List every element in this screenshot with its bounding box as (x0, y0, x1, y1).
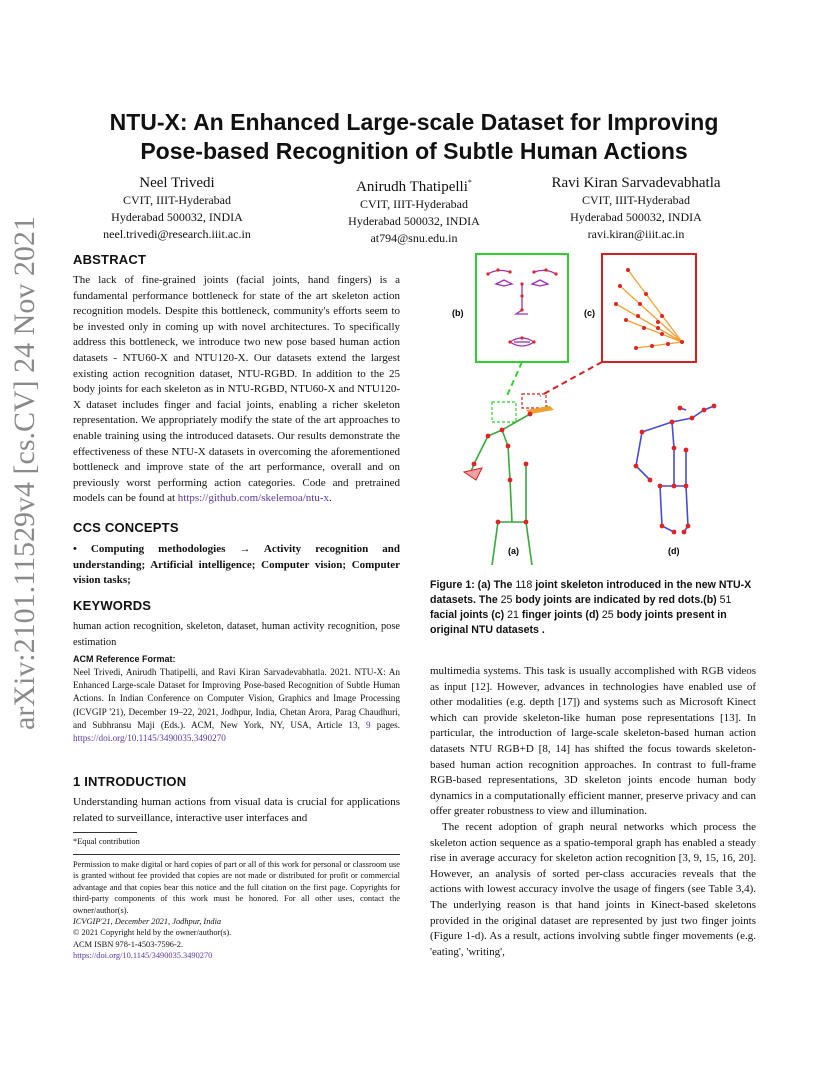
title-line-1: NTU-X: An Enhanced Large-scale Dataset for Improving (109, 109, 719, 135)
acm-reference (73, 654, 400, 745)
author-address: Hyderabad 500032, INDIA (348, 214, 480, 228)
author-address: Hyderabad 500032, INDIA (111, 210, 243, 224)
face-connector (506, 362, 522, 398)
equal-contribution-note: *Equal contribution (73, 837, 140, 846)
arxiv-stamp: arXiv:2101.11529v4 [cs.CV] 24 Nov 2021 (8, 216, 41, 730)
acm-reference-heading: ACM Reference Format: (73, 654, 176, 664)
author-block (516, 174, 756, 243)
ccs-heading: CCS CONCEPTS (73, 520, 179, 535)
author-email: at794@snu.edu.in (370, 231, 458, 245)
panel-label-a: (a) (508, 546, 519, 556)
body-joints-a (472, 412, 545, 565)
acm-reference-text: Neel Trivedi, Anirudh Thatipelli, and Ravi Kiran Sarvadevabhatla. 2021. NTU-X: An Enhanced Large-scale Dataset for Improving Pose-based Recognition of Subtle Human Actions. In Indian Conference on Computer Vision, Graphics and Image Processing (ICVGIP '21), December 19–22, 2021, Jodhpur, India, Chetan Arora, Parag Chaudhuri, and Subhransu Maji (Eds.). ACM, New York, NY, USA, Article 13, 9 pages. https://doi.org/10.1145/3490035.3490270 (73, 667, 401, 744)
figure-1 (430, 250, 756, 565)
code-link[interactable]: https://github.com/skelemoa/ntu-x (177, 492, 330, 505)
face-inset-box (492, 402, 516, 422)
abstract-text: The lack of fine-grained joints (facial joints, hand fingers) is a fundamental performance bottleneck for state of the art skeleton action recognition models. Despite this bottleneck, community's efforts seem to be invested only in coming up with novel architectures. To specifically address this bottleneck, we introduce two new pose based human action datasets - NTU60-X and NTU120-X. Our datasets extend the largest existing action recognition dataset, NTU-RGBD. In addition to the 25 body joints for each skeleton as in NTU-RGBD, NTU60-X and NTU120-X dataset includes finger and facial joints, enabling a richer skeleton representation. We appropriately modify the state of the art approaches to enable training using the introduced datasets. Our results demonstrate the effectiveness of these NTU-X datasets in overcoming the aforementioned bottleneck and improve state of the art performance, overall and on previously worst performing action categories. Code and pretrained models can be found at https://github.com/skelemoa/ntu-x. (73, 274, 400, 505)
hand-connector (540, 362, 602, 396)
footnote-doi-link[interactable]: https://doi.org/10.1145/3490035.3490270 (73, 951, 213, 961)
figure-1-caption: Figure 1: (a) The 118 joint skeleton introduced in the new NTU-X datasets. The 25 body joints are indicated by red dots.(b) 51 facial joints (c) 21 finger joints (d) 25 body joints present in original NTU datasets . (430, 579, 752, 636)
ccs-section (73, 520, 400, 589)
introduction-text: Understanding human actions from visual data is crucial for applications related to surveillance, interactive user interfaces and (73, 796, 400, 824)
footnotes (73, 836, 400, 847)
author-name: Ravi Kiran Sarvadevabhatla (551, 175, 721, 191)
paper-title (60, 108, 768, 166)
permission-text: Permission to make digital or hard copies of part or all of this work for personal or classroom use is granted without fee provided that copies are not made or distributed for profit or commercial advantage and that copies bear this notice and the full citation on the first page. Copyrights for third-party components of this work must be honored. For all other uses, contact the owner/author(s). (73, 860, 400, 915)
author-affiliation: CVIT, IIIT-Hyderabad (360, 197, 468, 211)
face-landmarks (488, 270, 556, 346)
body-bones-d (636, 406, 714, 532)
keywords-heading: KEYWORDS (73, 598, 152, 613)
author-name: Anirudh Thatipelli* (356, 178, 472, 195)
author-email: ravi.kiran@iiit.ac.in (587, 227, 685, 241)
venue-text: ICVGIP'21, December 2021, Jodhpur, India (73, 917, 222, 927)
author-address: Hyderabad 500032, INDIA (570, 210, 702, 224)
author-email: neel.trivedi@research.iiit.ac.in (103, 227, 251, 241)
pages-link[interactable]: 9 (366, 719, 371, 730)
panel-label-d: (d) (668, 546, 680, 556)
paragraph: The recent adoption of graph neural networks which process the skeleton action sequence as a spatio-temporal graph has enabled a steady rise in average accuracy for skeleton action recognition [3, 9, 15, 16, 20]. However, an analysis of sorted per-class accuracies reveals that the actions with lowest accuracy involve the usage of fingers (see Table 3,4). The underlying reason is that hand joints in Kinect-based skeletons provided in the original dataset are represented by just two finger joints (Figure 1-d). As a result, actions involving subtle finger movements (e.g. 'eating', 'writing', (430, 820, 756, 958)
author-block (57, 174, 297, 243)
footnote-rule (73, 832, 137, 833)
keywords-section (73, 598, 400, 650)
keywords-text: human action recognition, skeleton, dataset, human activity recognition, pose estimation (73, 621, 400, 648)
doi-link[interactable]: https://doi.org/10.1145/3490035.3490270 (73, 733, 226, 744)
abstract-section (73, 252, 400, 507)
ccs-text: • Computing methodologies → Activity recognition and understanding; Artificial intelligence; Computer vision; Computer vision tasks; (73, 543, 400, 587)
introduction-section (73, 774, 400, 826)
panel-label-b: (b) (452, 308, 464, 318)
isbn-text: ACM ISBN 978-1-4503-7596-2. (73, 939, 184, 949)
hand-a (464, 468, 482, 480)
author-affiliation: CVIT, IIIT-Hyderabad (123, 193, 231, 207)
paragraph: multimedia systems. This task is usually accomplished with RGB videos as input [12]. However, advances in technologies have enabled use of other modalities (e.g. depth [17]) and systems such as Microsoft Kinect which can provide skeleton-like human pose representations [13]. In particular, the introduction of large-scale skeleton-based human action datasets NTU RGB+D [8, 14] has shifted the focus towards skeleton-based human action recognition approaches. In contrast to full-frame RGB-based representations, 3D skeleton joints encode human body dynamics in a computationally efficient manner, preserve privacy and can offer greater robustness to view and illumination. (430, 665, 756, 818)
equal-contribution-mark: * (467, 178, 472, 187)
author-name: Neel Trivedi (139, 175, 215, 191)
right-column-text (430, 664, 756, 960)
title-line-2: Pose-based Recognition of Subtle Human Actions (140, 138, 688, 164)
hand-inset-box (522, 394, 546, 408)
author-affiliation: CVIT, IIIT-Hyderabad (582, 193, 690, 207)
author-block (294, 174, 534, 247)
copyright-text: © 2021 Copyright held by the owner/author(s). (73, 928, 232, 938)
permission-block (73, 859, 400, 962)
introduction-heading: 1 INTRODUCTION (73, 774, 187, 789)
body-joints-d (634, 404, 717, 535)
abstract-heading: ABSTRACT (73, 252, 147, 267)
permission-rule (73, 854, 400, 855)
body-bones-a (470, 406, 548, 565)
panel-label-c: (c) (584, 308, 595, 318)
finger-bones (616, 270, 682, 348)
